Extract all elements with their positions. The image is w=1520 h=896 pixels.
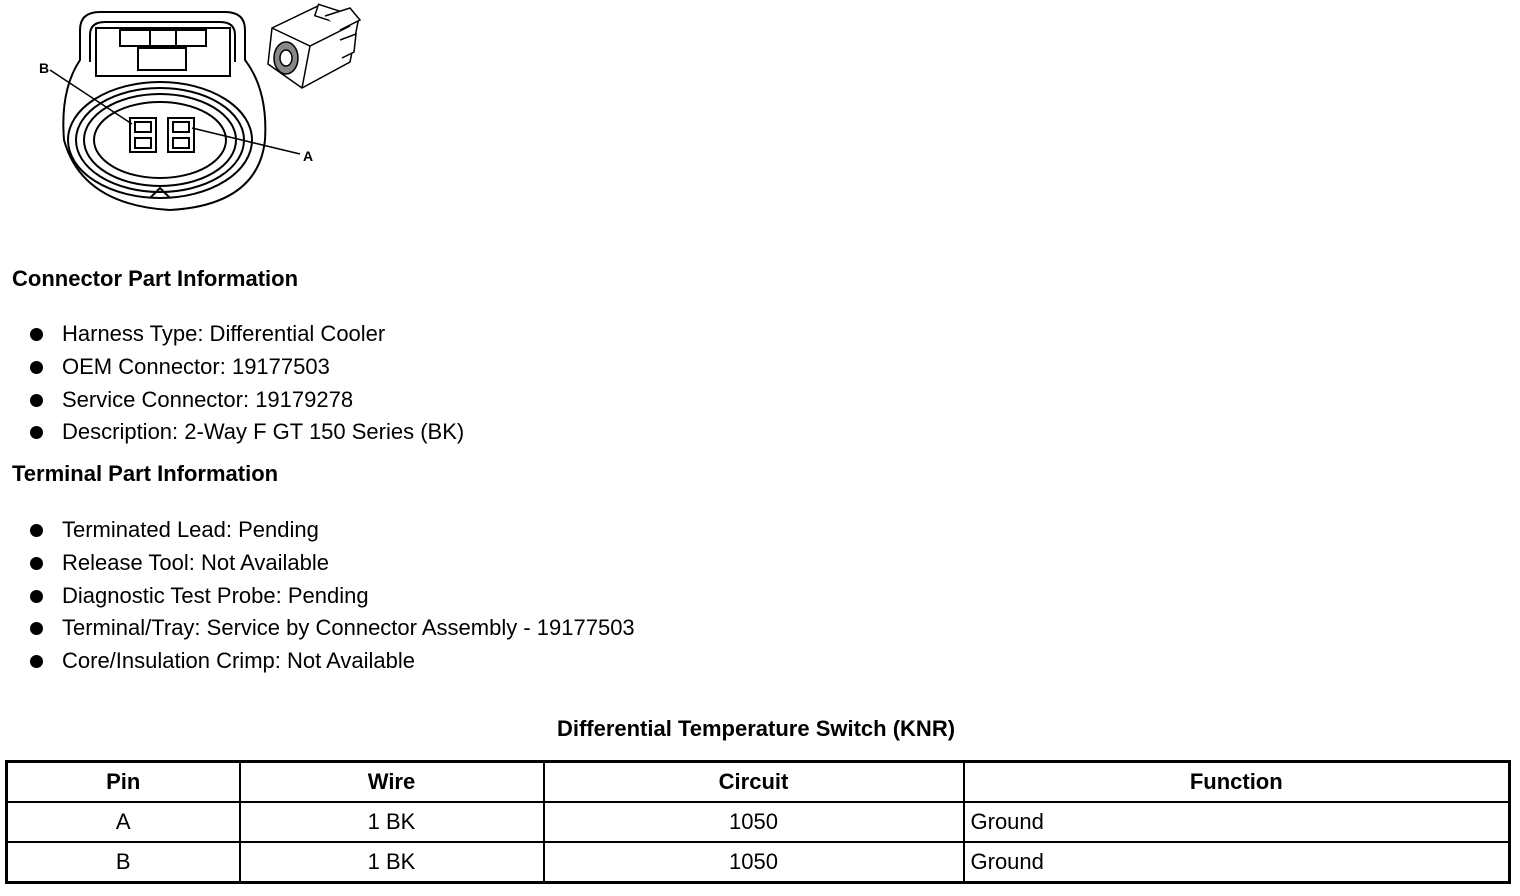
list-item [28,612,635,645]
connector-3d-view [268,4,360,88]
cell-pin: B [7,842,240,883]
table-row [7,802,1510,842]
list-item [28,645,635,678]
list-item-text: Release Tool: Not Available [62,549,330,575]
pin-table [5,760,1511,884]
bullet-icon [30,622,43,635]
list-item [28,547,635,580]
table-row [7,842,1510,883]
list-item [28,318,464,351]
header-wire: Wire [240,762,544,803]
connector-part-info-list [28,318,464,449]
cell-circuit: 1050 [544,842,964,883]
list-item-text: Description: 2-Way F GT 150 Series (BK) [62,419,465,445]
list-item-text: OEM Connector: 19177503 [62,353,330,379]
pin-table-title: Differential Temperature Switch (KNR) [556,716,956,741]
table-header-row [7,762,1510,803]
header-circuit: Circuit [544,762,964,803]
callout-label-b: B [39,60,50,76]
list-item [28,416,464,449]
bullet-icon [30,426,43,439]
connector-face-diagram [0,0,380,220]
bullet-icon [30,655,43,668]
connector-latch [96,28,230,76]
cell-wire: 1 BK [240,802,544,842]
list-item [28,514,635,547]
list-item-text: Core/Insulation Crimp: Not Available [62,648,415,674]
bullet-icon [30,557,43,570]
terminal-cavity-b [130,118,156,152]
list-item [28,580,635,613]
terminal-part-info-heading: Terminal Part Information [12,461,279,486]
bullet-icon [30,361,43,374]
terminal-cavity-a [168,118,194,152]
cell-function: Ground [964,802,1510,842]
list-item-text: Terminated Lead: Pending [62,517,319,542]
header-function: Function [964,762,1510,803]
list-item-text: Harness Type: Differential Cooler [62,321,386,346]
bullet-icon [30,394,43,407]
bullet-icon [30,590,43,603]
callout-label-a: A [303,148,314,164]
terminal-part-info-list [28,514,635,678]
list-item-text: Service Connector: 19179278 [62,386,354,412]
list-item [28,384,464,417]
cell-pin: A [7,802,240,842]
list-item-text: Diagnostic Test Probe: Pending [62,582,369,608]
header-pin: Pin [7,762,240,803]
bullet-icon [30,328,43,341]
cell-circuit: 1050 [544,802,964,842]
cell-function: Ground [964,842,1510,883]
connector-part-info-heading: Connector Part Information [12,266,299,291]
cell-wire: 1 BK [240,842,544,883]
bullet-icon [30,524,43,537]
list-item-text: Terminal/Tray: Service by Connector Assembly - 19177503 [62,615,635,641]
list-item [28,351,464,384]
